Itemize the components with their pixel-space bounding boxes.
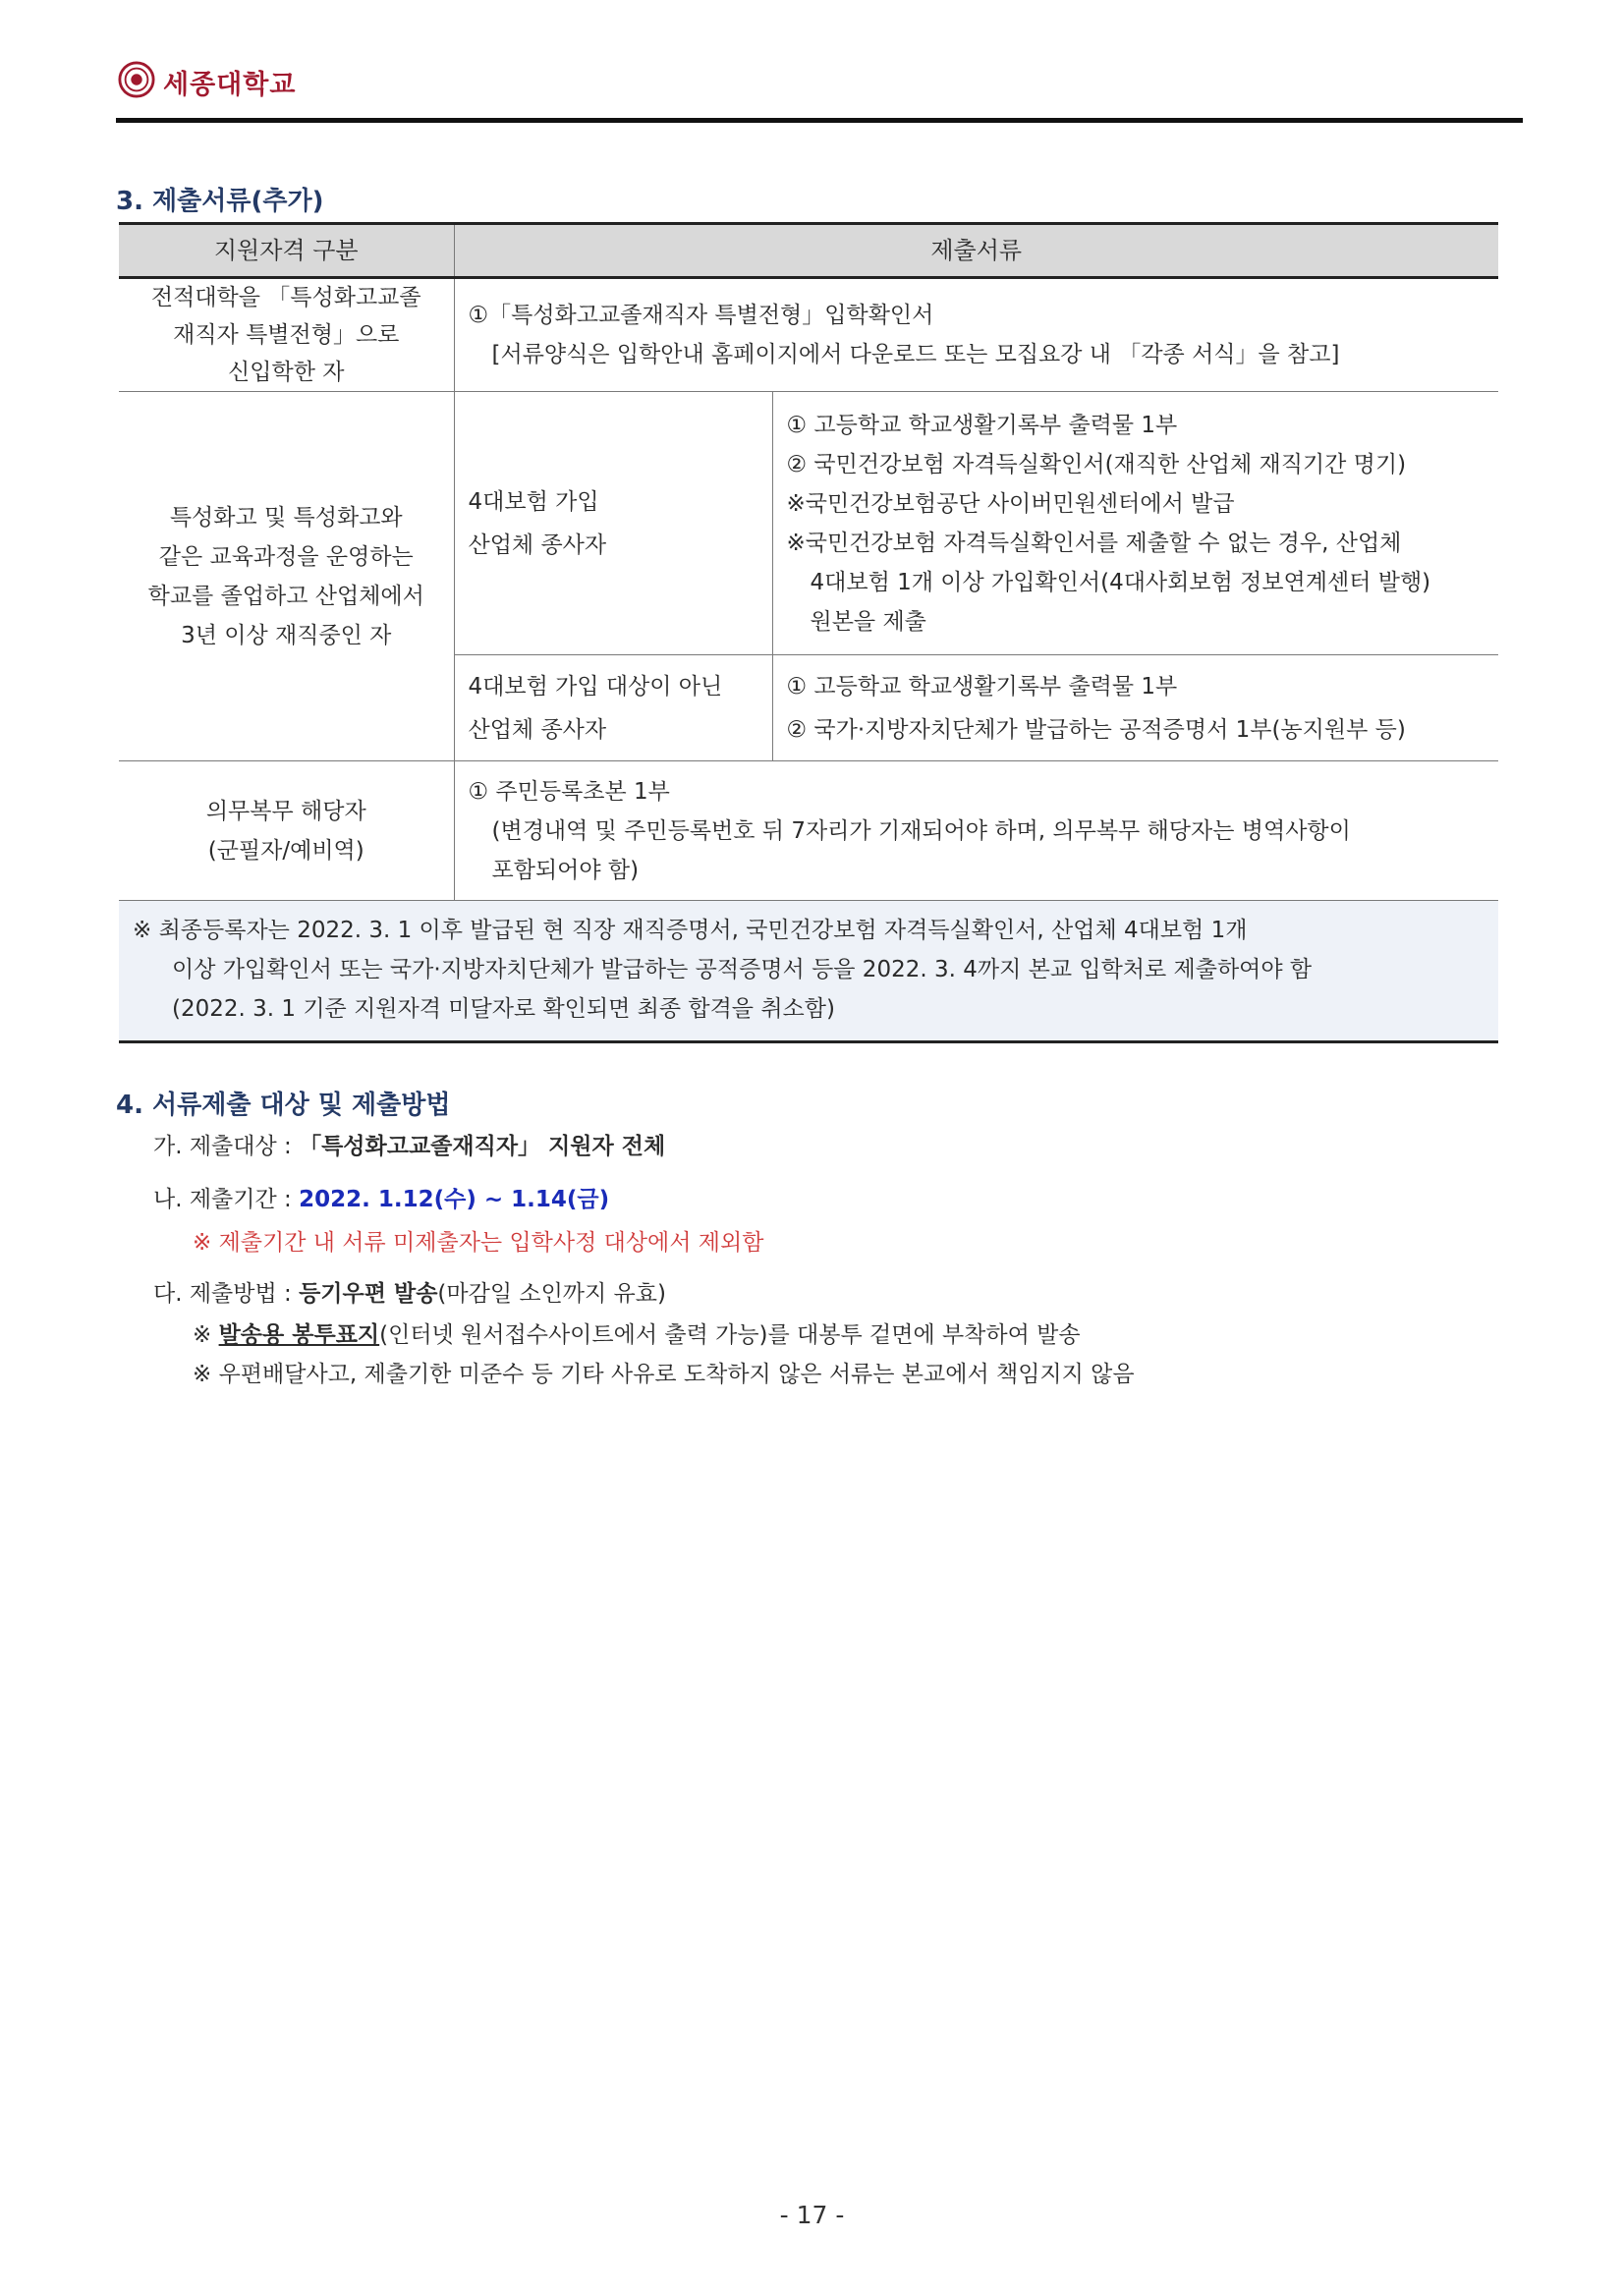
sub-label-line: 산업체 종사자 [468, 716, 607, 743]
item-value: 등기우편 발송 [299, 1281, 438, 1307]
document-line: ※국민건강보험공단 사이버민원센터에서 발급 [786, 490, 1235, 517]
row2-sub1-documents [772, 392, 1498, 655]
document-line: 포함되어야 함) [491, 857, 640, 883]
university-seal-icon [118, 61, 155, 98]
submission-dates: 2022. 1.12(수) ~ 1.14(금) [299, 1187, 610, 1212]
document-line: ① 고등학교 학교생활기록부 출력물 1부 [786, 412, 1178, 438]
document-line: 4대보험 1개 이상 가입확인서(4대사회보험 정보연계센터 발행) [810, 569, 1431, 595]
category-line: 의무복무 해당자 [205, 798, 366, 824]
table-row [119, 761, 1498, 901]
row2-sub2-label [454, 655, 772, 761]
header-eligibility: 지원자격 구분 [119, 224, 454, 278]
table-note-row [119, 901, 1498, 1042]
note-line: ※ 최종등록자는 2022. 3. 1 이후 발급된 현 직장 재직증명서, 국민건강보험 자격득실확인서, 산업체 4대보험 1개 [133, 918, 1248, 943]
row1-documents [454, 278, 1498, 392]
page-header [116, 57, 1523, 123]
note-line: 이상 가입확인서 또는 국가·지방자치단체가 발급하는 공적증명서 등을 2022. 3. 4까지 본교 입학처로 제출하여야 함 [172, 957, 1313, 982]
category-line: 전적대학을 「특성화고교졸 [150, 285, 421, 310]
row1-category [119, 278, 454, 392]
method-note-2: ※ 우편배달사고, 제출기한 미준수 등 기타 사유로 도착하지 않은 서류는 본교에서 책임지지 않음 [193, 1362, 1135, 1387]
submission-target [153, 1128, 665, 1160]
category-line: 특성화고 및 특성화고와 [169, 504, 403, 531]
note-mark: ※ [193, 1322, 212, 1348]
row2-category [119, 392, 454, 761]
table-note [119, 901, 1498, 1042]
section-4-title: 4. 서류제출 대상 및 제출방법 [116, 1091, 451, 1120]
envelope-label-emphasis: 발송용 봉투표지 [218, 1322, 380, 1348]
document-line: ①「특성화고교졸재직자 특별전형」입학확인서 [468, 303, 934, 328]
document-line: [서류양식은 입학안내 홈페이지에서 다운로드 또는 모집요강 내 「각종 서식」을 참고] [491, 342, 1340, 367]
row3-category [119, 761, 454, 901]
sub-label-line: 산업체 종사자 [468, 532, 607, 558]
category-line: (군필자/예비역) [207, 837, 364, 864]
note-text: (인터넷 원서접수사이트에서 출력 가능)를 대봉투 겉면에 부착하여 발송 [379, 1322, 1081, 1348]
item-value: 「특성화고교졸재직자」 지원자 전체 [299, 1134, 666, 1159]
category-line: 재직자 특별전형」으로 [173, 322, 400, 348]
table-row [119, 278, 1498, 392]
item-label: 가. 제출대상 : [153, 1134, 292, 1159]
document-line: ① 고등학교 학교생활기록부 출력물 1부 [786, 673, 1178, 700]
submission-period [153, 1181, 609, 1213]
category-line: 같은 교육과정을 운영하는 [158, 543, 414, 570]
table-header-row [119, 224, 1498, 278]
documents-table [119, 222, 1498, 1043]
sub-label-line: 4대보험 가입 [468, 488, 599, 515]
method-note-1 [193, 1316, 1081, 1349]
sub-label-line: 4대보험 가입 대상이 아닌 [468, 673, 723, 700]
item-label: 나. 제출기간 : [153, 1187, 292, 1212]
period-warning: ※ 제출기간 내 서류 미제출자는 입학사정 대상에서 제외함 [193, 1230, 764, 1256]
submission-method [153, 1275, 666, 1308]
document-line: ② 국가·지방자치단체가 발급하는 공적증명서 1부(농지원부 등) [786, 716, 1406, 743]
category-line: 신입학한 자 [228, 360, 345, 385]
item-value-suffix: (마감일 소인까지 유효) [437, 1281, 666, 1307]
document-line: ※국민건강보험 자격득실확인서를 제출할 수 없는 경우, 산업체 [786, 530, 1402, 556]
row2-sub2-documents [772, 655, 1498, 761]
category-line: 학교를 졸업하고 산업체에서 [147, 583, 424, 609]
row2-sub1-label [454, 392, 772, 655]
section-3-title: 3. 제출서류(추가) [116, 187, 324, 216]
table-row [119, 392, 1498, 655]
row3-documents [454, 761, 1498, 901]
page-number: - 17 - [779, 2201, 845, 2229]
document-line: 원본을 제출 [810, 608, 926, 635]
note-line: (2022. 3. 1 기준 지원자격 미달자로 확인되면 최종 합격을 취소함) [172, 996, 835, 1022]
item-label: 다. 제출방법 : [153, 1281, 292, 1307]
document-line: ② 국민건강보험 자격득실확인서(재직한 산업체 재직기간 명기) [786, 451, 1407, 477]
header-documents: 제출서류 [454, 224, 1498, 278]
university-name: 세종대학교 [163, 70, 297, 100]
category-line: 3년 이상 재직중인 자 [181, 622, 392, 648]
document-line: (변경내역 및 주민등록번호 뒤 7자리가 기재되어야 하며, 의무복무 해당자는 병역사항이 [491, 817, 1351, 844]
document-line: ① 주민등록초본 1부 [468, 778, 670, 805]
